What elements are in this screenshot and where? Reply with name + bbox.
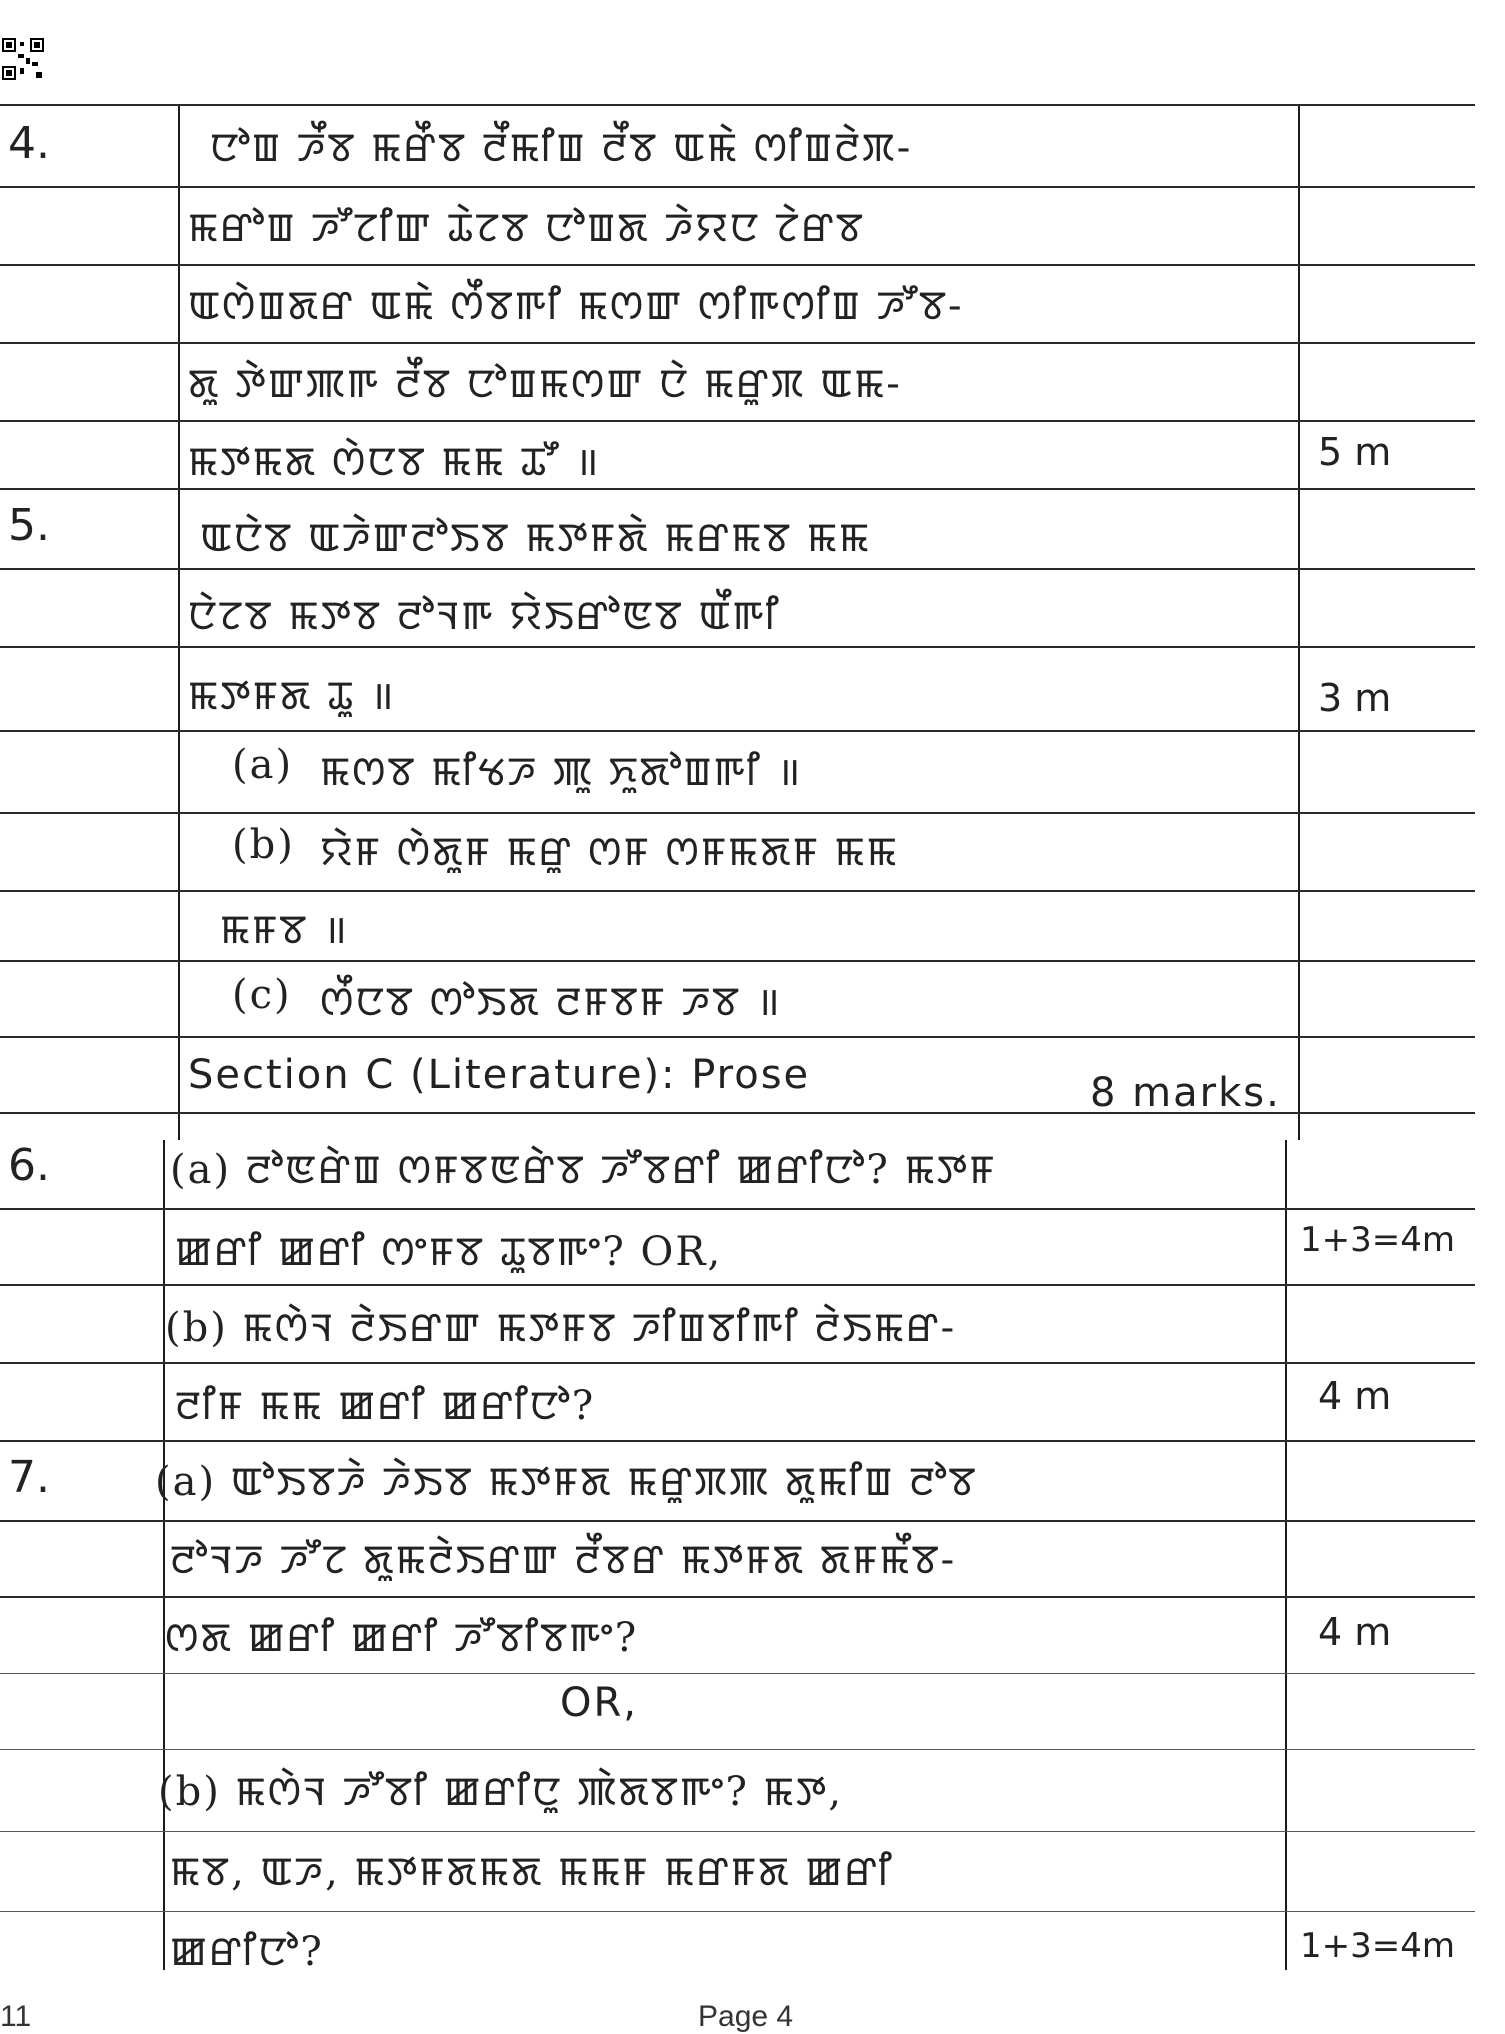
answer-line: ꯃꯇꯃꯗ ꯁꯥꯅꯕ ꯃꯃ ꯊꯧ ॥ bbox=[188, 439, 601, 485]
answer-line: ꯃꯇꯝꯗ ꯊꯨ ॥ bbox=[188, 673, 396, 719]
rule bbox=[0, 1830, 1475, 1832]
answer-line: ꯂꯤꯝ ꯃꯃ ꯀꯔꯤ ꯀꯔꯤꯅꯣ? bbox=[175, 1383, 596, 1429]
marks-label: 5 m bbox=[1318, 430, 1392, 474]
answer-line: (a) ꯑꯣꯏꯕꯍꯥ ꯍꯥꯏꯕ ꯃꯇꯝꯗ ꯃꯔꯨꯞꯄ ꯗꯨꯃꯤꯡ ꯂꯣꯕ bbox=[155, 1459, 978, 1505]
sub-question-label: (a) bbox=[232, 742, 294, 788]
marks-label: 3 m bbox=[1318, 676, 1392, 720]
rule bbox=[0, 1672, 1475, 1674]
rule bbox=[0, 1520, 1475, 1522]
rule bbox=[0, 186, 1475, 188]
rule bbox=[0, 1284, 1475, 1286]
or-separator: OR, bbox=[560, 1680, 638, 1726]
answer-line: ꯑꯅꯥꯕ ꯑꯍꯥꯛꯂꯣꯏꯕ ꯃꯇꯝꯗꯥ ꯃꯔꯃꯕ ꯃꯃ bbox=[200, 515, 871, 561]
marks-column-divider bbox=[1298, 105, 1300, 1140]
page-number: Page 4 bbox=[698, 2000, 794, 2033]
rule bbox=[0, 568, 1475, 570]
answer-line: ꯁꯗ ꯀꯔꯤ ꯀꯔꯤ ꯍꯧꯕꯤꯕꯒꯦ? bbox=[165, 1615, 639, 1661]
question-number: 7. bbox=[8, 1452, 50, 1503]
sub-question-label: (b) bbox=[232, 822, 295, 868]
answer-line: ꯂꯣꯜꯍ ꯍꯧꯖ ꯗꯨꯃꯂꯥꯏꯔꯛ ꯂꯩꯕꯔ ꯃꯇꯝꯗ ꯗꯝꯃꯩꯕ- bbox=[170, 1537, 957, 1583]
answer-line: ꯃꯔꯣꯡ ꯍꯧꯖꯤꯛ ꯊꯥꯖꯕ ꯅꯣꯡꯗ ꯍꯥꯌꯅ ꯖꯥꯔꯕ bbox=[188, 205, 865, 251]
rule bbox=[0, 1036, 1475, 1038]
rule-top bbox=[0, 104, 1475, 106]
page-code: 11 bbox=[0, 2000, 32, 2033]
answer-line: ꯅꯣꯡ ꯍꯩꯕ ꯃꯔꯩꯕ ꯂꯩꯃꯤꯡ ꯂꯩꯕ ꯑꯃꯥ ꯁꯤꯡꯂꯥꯞ- bbox=[210, 125, 913, 171]
rule bbox=[0, 1910, 1475, 1912]
marks-column-divider-lower bbox=[1285, 1140, 1287, 1970]
marks-label: 1+3=4m bbox=[1300, 1220, 1455, 1260]
answer-line: ꯗꯨ ꯇꯥꯛꯄꯒ ꯂꯩꯕ ꯅꯣꯡꯃꯁꯛ ꯅꯥ ꯃꯔꯨꯞ ꯑꯃ- bbox=[188, 361, 902, 407]
rule bbox=[0, 488, 1475, 490]
answer-line: ꯃꯁꯕ ꯃꯤꯠꯍ ꯄꯨ ꯈꯨꯗꯣꯡꯒꯤ ॥ bbox=[320, 749, 803, 795]
answer-line: (b) ꯃꯁꯥꯜ ꯍꯧꯕꯤ ꯀꯔꯤꯅꯨ ꯄꯥꯗꯕꯒꯦ? ꯃꯇ, bbox=[158, 1769, 844, 1815]
answer-line: ꯅꯥꯖꯕ ꯃꯇꯕ ꯂꯣꯜꯒ ꯌꯥꯏꯔꯣꯟꯕ ꯑꯩꯒꯤ bbox=[188, 593, 781, 639]
rule bbox=[0, 1596, 1475, 1598]
rule bbox=[0, 342, 1475, 344]
answer-line: (b) ꯃꯁꯥꯜ ꯂꯥꯏꯔꯛ ꯃꯇꯝꯕ ꯍꯤꯡꯕꯤꯒꯤ ꯂꯥꯏꯃꯔ- bbox=[165, 1305, 957, 1351]
rule bbox=[0, 264, 1475, 266]
rule bbox=[0, 890, 1475, 892]
sub-question-label: (c) bbox=[232, 972, 292, 1018]
answer-line: ꯃꯕ, ꯑꯍ, ꯃꯇꯝꯗꯃꯗ ꯃꯃꯝ ꯃꯔꯝꯗ ꯀꯔꯤ bbox=[170, 1849, 894, 1895]
section-marks: 8 marks. bbox=[1090, 1070, 1281, 1116]
rule bbox=[0, 730, 1475, 732]
qr-code bbox=[2, 38, 44, 80]
rule bbox=[0, 1208, 1475, 1210]
question-number-column-divider-lower bbox=[163, 1140, 165, 1970]
rule bbox=[0, 646, 1475, 648]
rule bbox=[0, 1440, 1475, 1442]
rule bbox=[0, 1362, 1475, 1364]
section-heading: Section C (Literature): Prose bbox=[188, 1052, 811, 1098]
answer-line: (a) ꯂꯣꯟꯔꯥꯡ ꯁꯝꯕꯟꯔꯥꯕ ꯍꯧꯕꯔꯤ ꯀꯔꯤꯅꯣ? ꯃꯇꯝ bbox=[170, 1147, 997, 1193]
question-number: 6. bbox=[8, 1140, 50, 1191]
answer-line: ꯃꯝꯕ ॥ bbox=[220, 907, 349, 953]
answer-line: ꯁꯩꯅꯕ ꯁꯣꯏꯗ ꯂꯝꯕꯝ ꯍꯕ ॥ bbox=[320, 979, 782, 1025]
rule bbox=[0, 812, 1475, 814]
rule bbox=[0, 420, 1475, 422]
answer-line: ꯑꯁꯥꯡꯗꯔ ꯑꯃꯥ ꯁꯩꯕꯒꯤ ꯃꯁꯛ ꯁꯤꯒꯁꯤꯡ ꯍꯧꯕ- bbox=[188, 283, 964, 329]
question-number: 4. bbox=[8, 118, 50, 169]
marks-label: 4 m bbox=[1318, 1374, 1392, 1418]
answer-line: ꯀꯔꯤꯅꯣ? bbox=[170, 1929, 324, 1975]
rule bbox=[0, 1748, 1475, 1750]
marks-label: 4 m bbox=[1318, 1610, 1392, 1654]
marks-label: 1+3=4m bbox=[1300, 1926, 1455, 1966]
rule bbox=[0, 960, 1475, 962]
question-number: 5. bbox=[8, 500, 50, 551]
answer-line: ꯀꯔꯤ ꯀꯔꯤ ꯁꯦꯝꯕ ꯊꯨꯕꯒꯦ? OR, bbox=[175, 1229, 723, 1275]
answer-line: ꯌꯥꯝ ꯁꯥꯗꯨꯝ ꯃꯔꯨ ꯁꯝ ꯁꯝꯃꯗꯝ ꯃꯃ bbox=[320, 829, 899, 875]
question-number-column-divider bbox=[178, 105, 180, 1140]
